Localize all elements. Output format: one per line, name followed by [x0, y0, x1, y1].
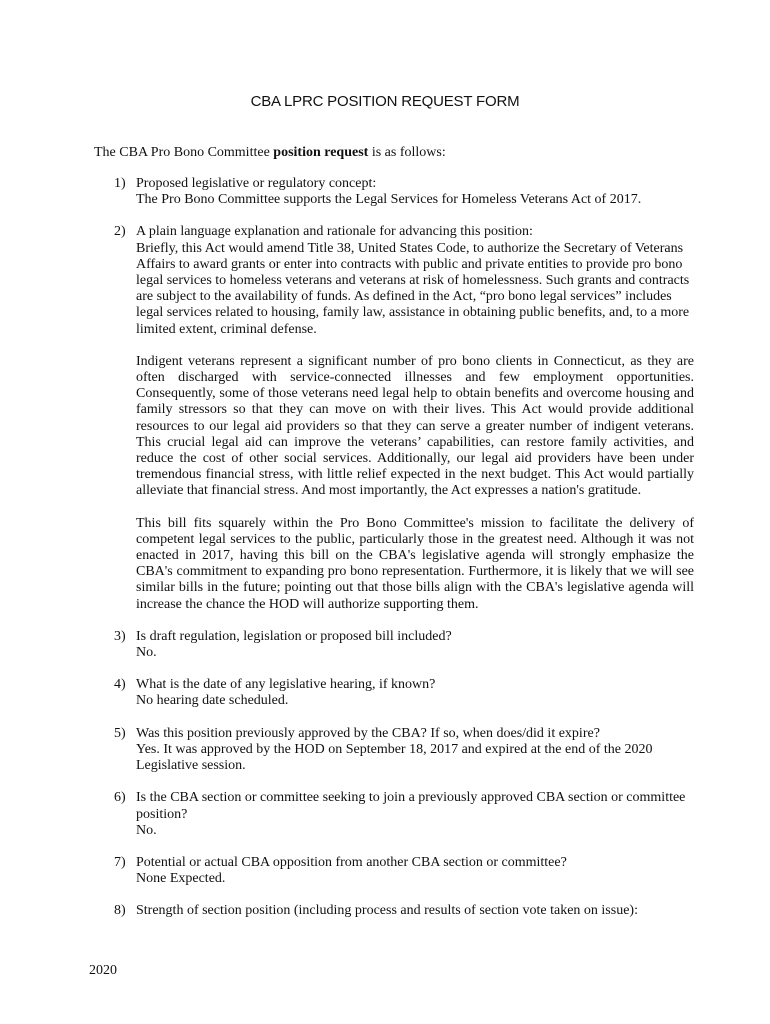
item-question: A plain language explanation and rationale for advancing this position:	[136, 224, 533, 240]
question-item-6	[94, 790, 694, 839]
item-question: Is draft regulation, legislation or proposed bill included?	[136, 628, 452, 644]
item-number: 3)	[114, 628, 126, 644]
item-question: Proposed legislative or regulatory concept:	[136, 176, 377, 191]
item-number: 1)	[114, 176, 126, 191]
intro-text-after: is as follows:	[368, 145, 446, 160]
item-number: 8)	[114, 903, 126, 919]
answer-paragraph: The Pro Bono Committee supports the Legal Services for Homeless Veterans Act of 2017.	[136, 192, 642, 208]
item-question: Was this position previously approved by the CBA? If so, when does/did it expire?	[136, 725, 600, 741]
intro-text-bold: position request	[273, 145, 369, 160]
answer-paragraph: Indigent veterans represent a significant number of pro bono clients in Connecticut, as they are often discharged with service-connected illnesses and few employment opportunities. Consequently, some of those veterans need legal help to obtain benefits and overcome housing and family stressors so that they can move on with their lives. This Act would provide additional resources to our legal aid providers so that they can serve a greater number of indigent veterans. This crucial legal aid can improve the veterans’ capabilities, can restore family activities, and reduce the cost of other social services. Additionally, our legal aid providers have been under tremendous financial stress, with little relief expected in the next budget. This Act would partially alleviate that financial stress. And most importantly, the Act expresses a nation's gratitude.	[136, 353, 694, 499]
answer-paragraph: This bill fits squarely within the Pro Bono Committee's mission to facilitate the delivery of competent legal services to the public, particularly those in the greatest need. Although it was not enacted in 2017, having this bill on the CBA's legislative agenda will strongly emphasize the CBA's commitment to expanding pro bono representation. Furthermore, it is likely that we will see similar bills in the future; pointing out that those bills align with the CBA's legislative agenda will increase the chance the HOD will authorize supporting them.	[136, 515, 694, 612]
answer-paragraph: None Expected.	[136, 871, 226, 887]
item-number: 5)	[114, 725, 126, 741]
item-answer	[136, 742, 694, 774]
answer-paragraph: No.	[136, 822, 157, 838]
item-question: What is the date of any legislative hearing, if known?	[136, 677, 436, 693]
answer-paragraph: No hearing date scheduled.	[136, 693, 289, 709]
item-answer	[136, 241, 694, 613]
item-question: Strength of section position (including process and results of section vote taken on issue):	[136, 903, 638, 919]
form-title: CBA LPRC POSITION REQUEST FORM	[250, 93, 520, 110]
item-number: 7)	[114, 854, 126, 870]
item-answer	[136, 823, 694, 839]
answer-paragraph: Briefly, this Act would amend Title 38, United States Code, to authorize the Secretary of Veterans Affairs to award grants or enter into contracts with public and private entities to provide pro bono legal services to homeless veterans and veterans at risk of homelessness. Such grants and contracts are subject to the availability of funds. As defined in the Act, “pro bono legal services” includes legal services related to housing, family law, assistance in obtaining public benefits, and, to a more limited extent, criminal defense.	[136, 240, 690, 337]
item-number: 6)	[114, 790, 126, 806]
item-question: Potential or actual CBA opposition from another CBA section or committee?	[136, 854, 567, 870]
page-footer-year: 2020	[89, 963, 117, 978]
item-answer	[136, 645, 694, 661]
answer-paragraph: Yes. It was approved by the HOD on September 18, 2017 and expired at the end of the 2020 Legislative session.	[136, 741, 653, 774]
question-item-4	[94, 677, 694, 709]
question-item-2	[94, 224, 694, 612]
question-item-5	[94, 726, 694, 775]
question-item-1	[94, 176, 694, 208]
intro-text-before: The CBA Pro Bono Committee	[94, 145, 274, 160]
intro-line	[94, 145, 694, 161]
item-answer	[136, 693, 694, 709]
item-number: 4)	[114, 677, 126, 693]
question-item-8	[94, 903, 694, 919]
item-question: Is the CBA section or committee seeking to join a previously approved CBA section or committee position?	[136, 790, 686, 822]
item-answer	[136, 871, 694, 887]
item-answer	[136, 192, 694, 208]
question-list	[94, 176, 694, 936]
answer-paragraph: No.	[136, 645, 157, 661]
item-number: 2)	[114, 224, 126, 240]
question-item-3	[94, 629, 694, 661]
question-item-7	[94, 855, 694, 887]
